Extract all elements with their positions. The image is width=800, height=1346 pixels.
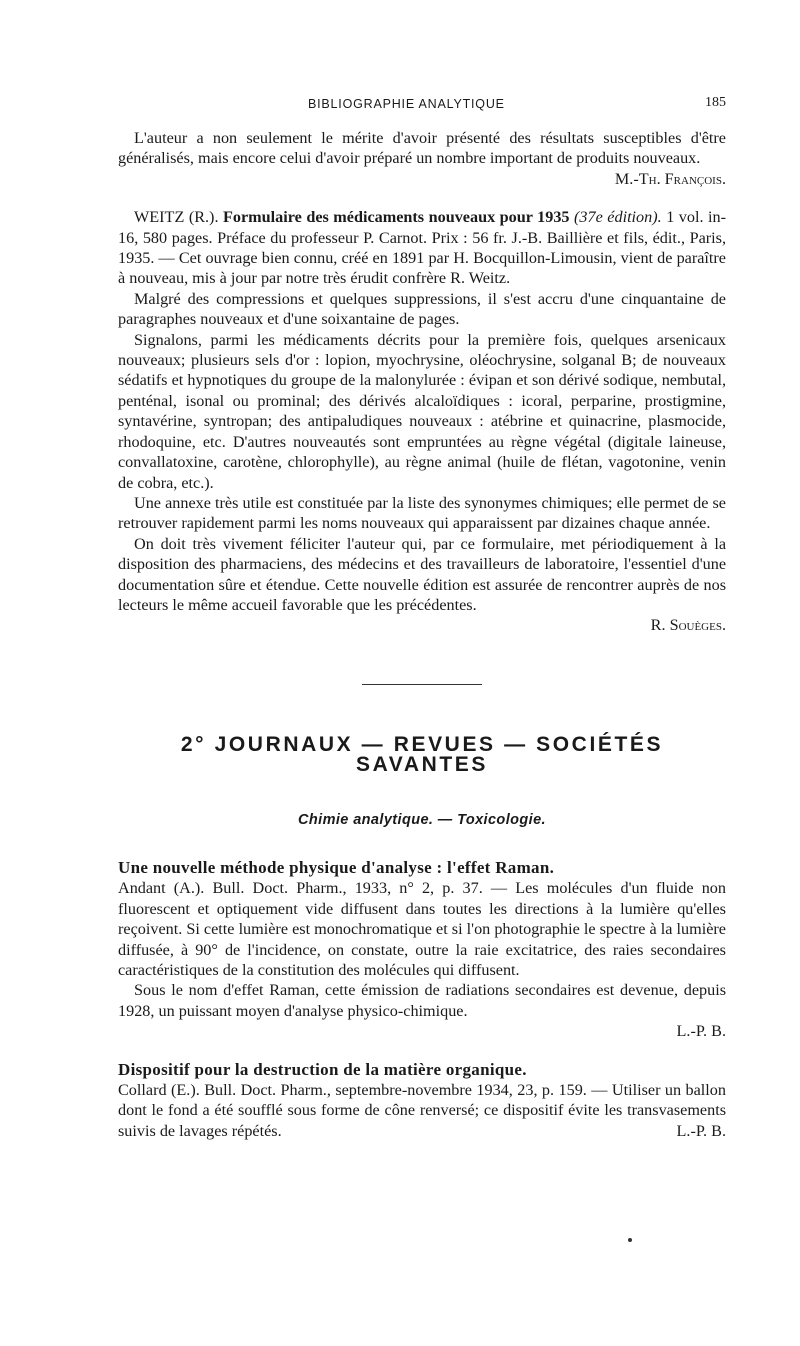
review-weitz-para4-text: On doit très vivement féliciter l'auteur qui, par ce formulaire, met périodiquement à la disposition des pharmaciens, des médecins et des travailleurs de laboratoire, l'essentiel d'une documentation sûre et étendue. Cette nouvelle édition est assurée de rencontrer auprès de nos lecteurs le même accueil favorable que les précédentes.	[118, 534, 726, 614]
subsection-heading: Chimie analytique. — Toxicologie.	[298, 811, 546, 828]
article-raman-title: Une nouvelle méthode physique d'analyse : l'effet Raman.	[118, 857, 555, 877]
stray-mark	[628, 1238, 632, 1242]
article-raman-ref: Andant (A.). Bull. Doct. Pharm., 1933, n° 2, p. 37. — Les molécules d'un fluide non fluorescent et optiquement vide diffusent dans toutes les directions à la lumière qu'elles reçoivent. Si cette lumière est monochromatique et si l'on photographie le spectre à la lumière diffusée, à 90° de l'incidence, on constate, outre la raie excitatrice, des raies secondaires caractéristiques de la constitution des molécules qui diffusent.	[118, 879, 726, 979]
article-dispositif-ref-text: Collard (E.). Bull. Doct. Pharm., septembre-novembre 1934, 23, p. 159. — Utiliser un ballon dont le fond a été soufflé sous forme de cône renversé; ce dispositif évite les transvasements suivis de lavages répétés.	[118, 1081, 726, 1140]
review-weitz-heading	[118, 207, 726, 289]
article-raman-signature: L.-P. B.	[676, 1022, 726, 1041]
article-raman-para: Sous le nom d'effet Raman, cette émission de radiations secondaires est devenue, depuis 1928, un puissant moyen d'analyse physico-chimique.	[118, 981, 726, 1020]
article-dispositif-signature: L.-P. B.	[676, 1121, 726, 1140]
review-weitz-para4	[118, 534, 726, 616]
review-weitz	[118, 207, 726, 636]
article-dispositif	[118, 1060, 726, 1142]
page-number: 185	[705, 95, 726, 110]
review-weitz-edition: (37e édition).	[574, 208, 662, 227]
previous-review-end	[118, 128, 726, 189]
previous-review-text: L'auteur a non seulement le mérite d'avoir présenté des résultats susceptibles d'être généralisés, mais encore celui d'avoir préparé un nombre important de produits nouveaux.	[118, 129, 726, 168]
section-heading: 2° JOURNAUX — REVUES — SOCIÉTÉS SAVANTES	[180, 732, 664, 777]
review-weitz-author: WEITZ (R.).	[134, 208, 219, 227]
review-weitz-biblio: 1 vol. in-16, 580 pages. Préface du professeur P. Carnot. Prix : 56 fr. J.-B. Baillière et fils, édit., Paris, 1935. — Cet ouvrage bien connu, créé en 1891 par H. Bocquillon-Limousin, vient de paraître à nouveau, mis à jour par notre très érudit confrère R. Weitz.	[118, 208, 726, 288]
review-weitz-signature	[118, 615, 726, 635]
page-header	[118, 92, 726, 114]
article-dispositif-ref	[118, 1080, 726, 1141]
previous-review-signature	[118, 169, 726, 189]
article-dispositif-title: Dispositif pour la destruction de la matière organique.	[118, 1059, 527, 1079]
review-weitz-para3: Une annexe très utile est constituée par la liste des synonymes chimiques; elle permet de se retrouver rapidement parmi les noms nouveaux qui apparaissent par dizaines chaque année.	[118, 493, 726, 533]
article-raman	[118, 858, 726, 1042]
section-divider	[362, 684, 482, 685]
document-page	[118, 92, 726, 1141]
signature-sougues: R. Souèges.	[650, 616, 726, 635]
review-weitz-title: Formulaire des médicaments nouveaux pour 1935	[223, 208, 570, 227]
running-head: BIBLIOGRAPHIE ANALYTIQUE	[308, 97, 505, 111]
signature-francois: M.-Th. François.	[614, 169, 726, 188]
review-weitz-para1: Malgré des compressions et quelques suppressions, il s'est accru d'une cinquantaine de paragraphes nouveaux et d'une soixantaine de pages.	[118, 289, 726, 329]
review-weitz-para2: Signalons, parmi les médicaments décrits pour la première fois, quelques arsenicaux nouveaux; plusieurs sels d'or : lopion, myochrysine, oléochrysine, solganal B; de nouveaux sédatifs et hypnotiques du groupe de la malonylurée : évipan et son dérivé sodique, nembutal, penténal, isonal ou prominal; des dérivés alcaloïdiques : icoral, perparine, prostigmine, syntavérine, syntropan; des antipaludiques nouveaux : atébrine et quinacrine, plasmocide, rhodoquine, etc. D'autres nouveautés sont empruntées au règne végétal (digitale laineuse, convallatoxine, carotène, chlorophylle), au règne animal (huile de flétan, vagotonine, venin de cobra, etc.).	[118, 330, 726, 492]
